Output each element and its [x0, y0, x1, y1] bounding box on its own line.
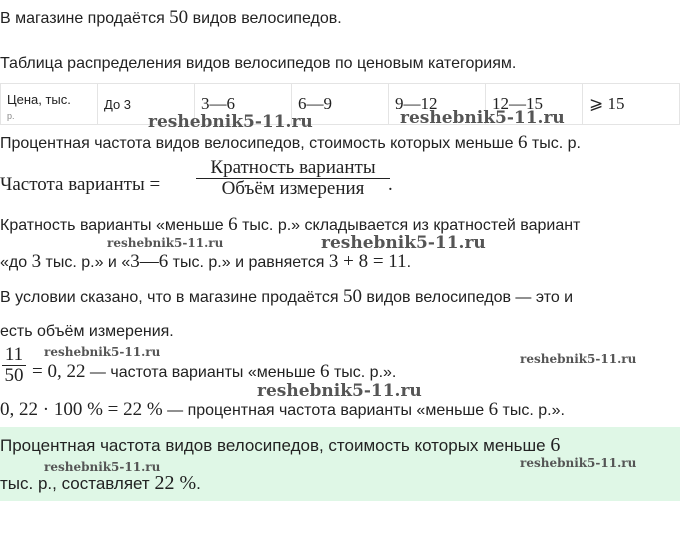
- watermark: reshebnik5-11.ru: [520, 456, 637, 470]
- calc1-numerator: 11: [4, 344, 24, 365]
- table-header: Цена, тыс.: [7, 92, 71, 107]
- multiplicity-q3: тыс. р.» и равняется: [168, 254, 329, 271]
- answer-suffix: .: [196, 474, 201, 493]
- watermark: reshebnik5-11.ru: [257, 381, 422, 401]
- table-header-cont: р.: [7, 111, 15, 121]
- intro-suffix: видов велосипедов.: [188, 10, 342, 27]
- watermark: reshebnik5-11.ru: [400, 108, 565, 128]
- calc1-text-value: 6: [320, 361, 330, 382]
- calc2-text-prefix: — процентная частота варианты «меньше: [162, 402, 489, 419]
- intro-prefix: В магазине продаётся: [0, 10, 170, 27]
- answer-value: 6: [550, 434, 561, 456]
- multiplicity-end: .: [406, 254, 412, 271]
- table-cell-text: 12—15: [492, 94, 543, 113]
- calc1-text-prefix: — частота варианты «меньше: [85, 364, 320, 381]
- calc2-text-value: 6: [488, 399, 499, 420]
- intro-line: [0, 8, 342, 29]
- volume-line-2: есть объём измерения.: [0, 323, 174, 340]
- answer-line-2: [0, 473, 201, 494]
- calc2-line: [0, 400, 565, 421]
- calc2-expr: 0, 22 · 100 % = 22 %: [0, 399, 163, 420]
- table-cell-text: ⩾ 15: [589, 94, 625, 113]
- watermark: reshebnik5-11.ru: [148, 112, 313, 132]
- answer-prefix-2: тыс. р., составляет: [0, 474, 155, 493]
- table-header-cell: [1, 84, 98, 125]
- answer-line-1: [0, 435, 560, 456]
- table-cell-text: До 3: [104, 96, 132, 112]
- watermark: reshebnik5-11.ru: [107, 236, 224, 250]
- formula-denominator: Объём измерения: [221, 178, 365, 199]
- calc1-denominator: 50: [4, 365, 24, 386]
- multiplicity-v2: 3—6: [130, 251, 169, 272]
- calc2-text-suffix: тыс. р.».: [498, 402, 565, 419]
- multiplicity-q2: тыс. р.» и «: [41, 254, 131, 271]
- multiplicity-value: 6: [228, 214, 238, 235]
- task-line: [0, 133, 581, 154]
- calc1-result: = 0, 22: [32, 361, 86, 382]
- price-table: [0, 83, 680, 125]
- watermark: reshebnik5-11.ru: [44, 345, 161, 359]
- calc1-text-suffix: тыс. р.».: [329, 364, 397, 381]
- multiplicity-q1: «до: [0, 254, 32, 271]
- multiplicity-suffix: тыс. р.» складывается из кратностей вариант: [237, 217, 581, 234]
- calc1-fraction: [2, 345, 26, 386]
- calc1-line: [32, 362, 396, 383]
- volume-line-1: [0, 287, 573, 308]
- multiplicity-v1: 3: [31, 251, 42, 272]
- volume-value: 50: [342, 286, 362, 307]
- table-cell-text: 9—12: [395, 94, 438, 113]
- watermark: reshebnik5-11.ru: [321, 233, 486, 253]
- answer-prefix: Процентная частота видов велосипедов, стоимость которых меньше: [0, 436, 551, 455]
- formula-fraction: [196, 158, 390, 199]
- watermark: reshebnik5-11.ru: [44, 460, 161, 474]
- answer-percent: 22 %: [154, 472, 197, 494]
- multiplicity-expr: 3 + 8 = 11: [328, 251, 407, 272]
- formula-numerator: Кратность варианты: [210, 157, 376, 178]
- task-value: 6: [517, 132, 528, 153]
- table-cell-text: 3—6: [201, 94, 235, 113]
- table-cell-5: [583, 84, 680, 125]
- table-cell-text: 6—9: [298, 94, 332, 113]
- volume-prefix: В условии сказано, что в магазине продаётся: [0, 289, 343, 306]
- task-suffix: тыс. р.: [527, 135, 581, 152]
- table-caption: Таблица распределения видов велосипедов по ценовым категориям.: [0, 55, 517, 72]
- formula-lhs: Частота варианты =: [0, 174, 161, 195]
- multiplicity-line-2: [0, 252, 411, 273]
- multiplicity-line-1: [0, 215, 580, 236]
- table-row: [1, 84, 680, 125]
- intro-count: 50: [169, 7, 189, 28]
- volume-suffix: видов велосипедов — это и: [361, 289, 574, 306]
- watermark: reshebnik5-11.ru: [520, 352, 637, 366]
- multiplicity-prefix: Кратность варианты «меньше: [0, 217, 229, 234]
- task-prefix: Процентная частота видов велосипедов, стоимость которых меньше: [0, 135, 518, 152]
- formula-dot: .: [388, 174, 393, 195]
